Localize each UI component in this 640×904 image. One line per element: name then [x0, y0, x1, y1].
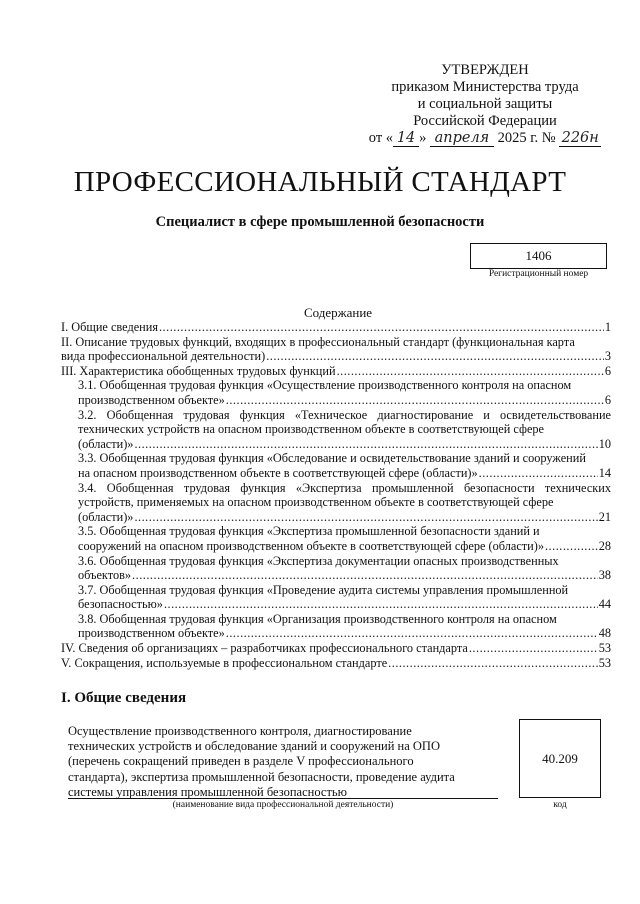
approval-line: и социальной защиты [417, 96, 553, 112]
dot-leader [337, 364, 604, 379]
dot-leader [479, 466, 598, 481]
toc-entry[interactable] [61, 656, 611, 671]
date-mid: » [419, 130, 427, 146]
toc-page-number: 44 [598, 597, 611, 612]
toc-title: Содержание [303, 305, 373, 320]
dot-leader [164, 597, 598, 612]
toc-entry-text: сооружений на опасном производственном объекте в соответствующей сфере (области)» [78, 538, 544, 553]
document-title: ПРОФЕССИОНАЛЬНЫЙ СТАНДАРТ [73, 166, 567, 198]
toc-entry[interactable] [61, 320, 611, 335]
toc-entry[interactable] [61, 583, 611, 612]
table-of-contents [61, 320, 611, 670]
toc-entry-leader-line [78, 568, 611, 583]
toc-page-number: 21 [598, 509, 611, 524]
toc-entry[interactable] [61, 364, 611, 379]
toc-entry-text: V. Сокращения, используемые в профессиональном стандарте [61, 655, 388, 670]
approval-block [340, 62, 630, 147]
toc-entry-text: (области)» [78, 436, 134, 451]
toc-entry-leader-line [61, 656, 611, 671]
registration-caption: Регистрационный номер [488, 269, 589, 279]
toc-entry[interactable] [61, 408, 611, 452]
toc-entry-leader-line [78, 597, 611, 612]
approval-heading: УТВЕРЖДЕН [441, 62, 529, 78]
activity-caption: (наименование вида профессиональной деятельности) [172, 800, 394, 810]
dot-leader [132, 568, 598, 583]
toc-entry-text: на опасном производственном объекте в соответствующей сфере (области)» [78, 465, 478, 480]
approval-date [340, 130, 630, 147]
toc-entry[interactable] [61, 641, 611, 656]
toc-entry-text: вида профессиональной деятельности) [61, 349, 266, 364]
dot-leader [226, 393, 604, 408]
toc-entry-text: 3.1. Обобщенная трудовая функция «Осуществление производственного контроля на опасном [78, 378, 572, 393]
toc-entry[interactable] [61, 554, 611, 583]
toc-page-number: 6 [604, 392, 611, 407]
toc-page-number: 48 [598, 626, 611, 641]
handwritten-order-number: 226н [559, 131, 601, 147]
toc-entry[interactable] [61, 335, 611, 364]
toc-entry-text: (области)» [78, 509, 134, 524]
toc-entry-text: безопасностью» [78, 597, 163, 612]
dot-leader [134, 437, 597, 452]
toc-entry-leader-line [78, 393, 611, 408]
toc-page-number: 53 [598, 641, 611, 656]
toc-entry-text: III. Характеристика обобщенных трудовых функций [61, 363, 336, 378]
toc-entry-text: 3.6. Обобщенная трудовая функция «Экспертиза документации опасных производственных [78, 553, 559, 568]
toc-entry-text: 3.5. Обобщенная трудовая функция «Экспертиза промышленной безопасности зданий и [78, 524, 540, 539]
toc-entry-text: объектов» [78, 568, 132, 583]
dot-leader [226, 626, 598, 641]
handwritten-month: апреля [430, 131, 494, 147]
approval-line: Российской Федерации [413, 113, 557, 129]
activity-line: (перечень сокращений приведен в разделе V профессионального [68, 754, 414, 769]
registration-number-box: 1406 [470, 243, 607, 269]
toc-entry-text: I. Общие сведения [61, 320, 158, 334]
toc-entry-leader-line [78, 539, 611, 554]
toc-entry-text: II. Описание трудовых функций, входящих в профессиональный стандарт (функциональная карта [61, 334, 575, 349]
toc-entry-text: 3.8. Обобщенная трудовая функция «Организация производственного контроля на опасном [78, 611, 557, 626]
section-heading: I. Общие сведения [61, 690, 187, 706]
toc-entry-text: IV. Сведения об организациях – разработчиках профессионального стандарта [61, 641, 468, 656]
activity-code-box: 40.209 [519, 719, 601, 798]
toc-entry[interactable] [61, 481, 611, 525]
activity-line: стандарта), экспертиза промышленной безопасности, проведение аудита [68, 769, 455, 784]
dot-leader [134, 510, 597, 525]
toc-entry-text: 3.4. Обобщенная трудовая функция «Экспертиза промышленной безопасности технических устройств, применяемых на опасном производственном объекте в соответствующей сфере [78, 480, 611, 510]
toc-entry[interactable] [61, 451, 611, 480]
toc-entry-text: 3.7. Обобщенная трудовая функция «Проведение аудита системы управления промышленной [78, 582, 569, 597]
toc-entry-leader-line [78, 510, 611, 525]
toc-page-number: 3 [604, 349, 611, 364]
handwritten-day: 14 [393, 131, 419, 147]
toc-entry-leader-line [78, 437, 611, 452]
activity-line: технических устройств и обследование зданий и сооружений на ОПО [68, 739, 440, 754]
toc-entry-text: 3.3. Обобщенная трудовая функция «Обследование и освидетельствование зданий и сооружений [78, 451, 586, 466]
toc-page-number: 38 [598, 568, 611, 583]
date-year: 2025 г. № [493, 130, 556, 146]
dot-leader [545, 539, 598, 554]
dot-leader [469, 641, 598, 656]
toc-entry-leader-line [78, 466, 611, 481]
toc-entry-leader-line [61, 641, 611, 656]
dot-leader [159, 320, 604, 335]
activity-line: системы управления промышленной безопасностью [68, 784, 347, 799]
toc-entry-leader-line [78, 626, 611, 641]
document-subtitle: Специалист в сфере промышленной безопасности [155, 214, 485, 230]
dot-leader [266, 349, 604, 364]
dot-leader [388, 656, 598, 671]
code-caption: код [553, 800, 567, 810]
toc-entry-text: производственном объекте» [78, 392, 225, 407]
toc-page-number: 14 [598, 465, 611, 480]
toc-page-number: 6 [604, 363, 611, 378]
toc-entry-leader-line [61, 364, 611, 379]
toc-entry-text: 3.2. Обобщенная трудовая функция «Техническое диагностирование и освидетельствование технических устройств на опасном производственном объекте в соответствующей сфере [78, 407, 611, 437]
activity-underline [68, 798, 498, 799]
toc-entry[interactable] [61, 524, 611, 553]
toc-entry-text: производственном объекте» [78, 626, 225, 641]
toc-entry[interactable] [61, 378, 611, 407]
toc-page-number: 1 [604, 320, 611, 334]
approval-line: приказом Министерства труда [391, 79, 579, 95]
toc-page-number: 53 [598, 655, 611, 670]
activity-name [68, 724, 463, 800]
toc-entry-leader-line [61, 349, 611, 364]
toc-page-number: 10 [598, 436, 611, 451]
activity-line: Осуществление производственного контроля, диагностирование [68, 724, 412, 738]
date-prefix: от « [368, 130, 394, 146]
toc-entry-leader-line [61, 320, 611, 335]
toc-entry[interactable] [61, 612, 611, 641]
toc-page-number: 28 [598, 538, 611, 553]
